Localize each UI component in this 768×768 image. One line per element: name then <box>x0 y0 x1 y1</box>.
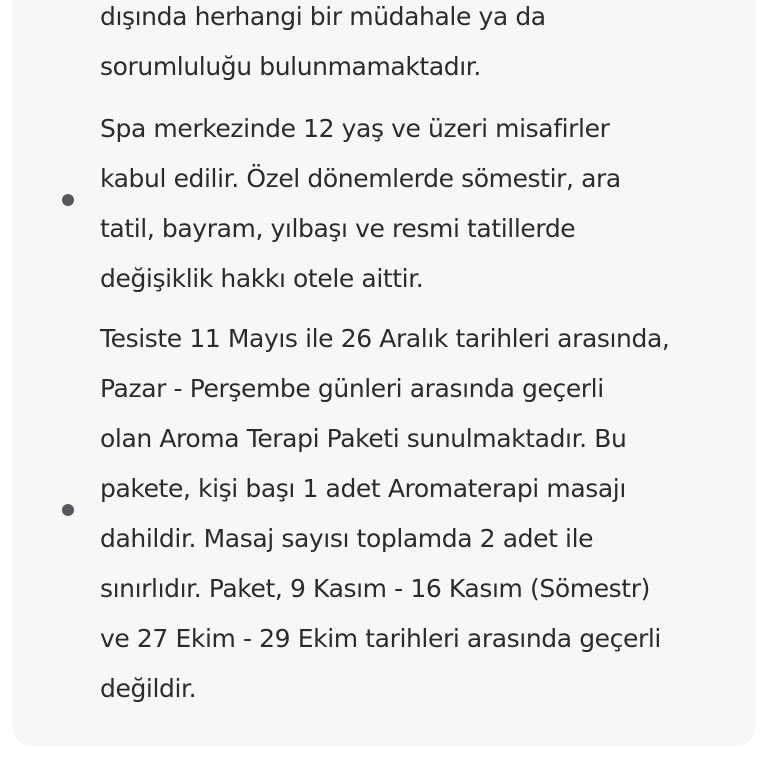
policy-item-spa-age: Spa merkezinde 12 yaş ve üzeri misafirler kabul edilir. Özel dönemlerde sömestir, ara tatil, bayram, yılbaşı ve resmi tatillerde değişiklik hakkı otele aittir. <box>100 114 621 293</box>
bullet-icon <box>62 194 74 206</box>
bullet-icon <box>62 504 74 516</box>
policy-text-continued: dışında herhangi bir müdahale ya da sorumluluğu bulunmamaktadır. <box>100 2 546 81</box>
policy-item-aroma-package: Tesiste 11 Mayıs ile 26 Aralık tarihleri arasında, Pazar - Perşembe günleri arasında geçerli olan Aroma Terapi Paketi sunulmaktadır. Bu pakete, kişi başı 1 adet Aromaterapi masajı dahildir. Masaj sayısı toplamda 2 adet ile sınırlıdır. Paket, 9 Kasım - 16 Kasım (Sömestr) ve 27 Ekim - 29 Ekim tarihleri arasında geçerli değildir. <box>100 324 670 703</box>
